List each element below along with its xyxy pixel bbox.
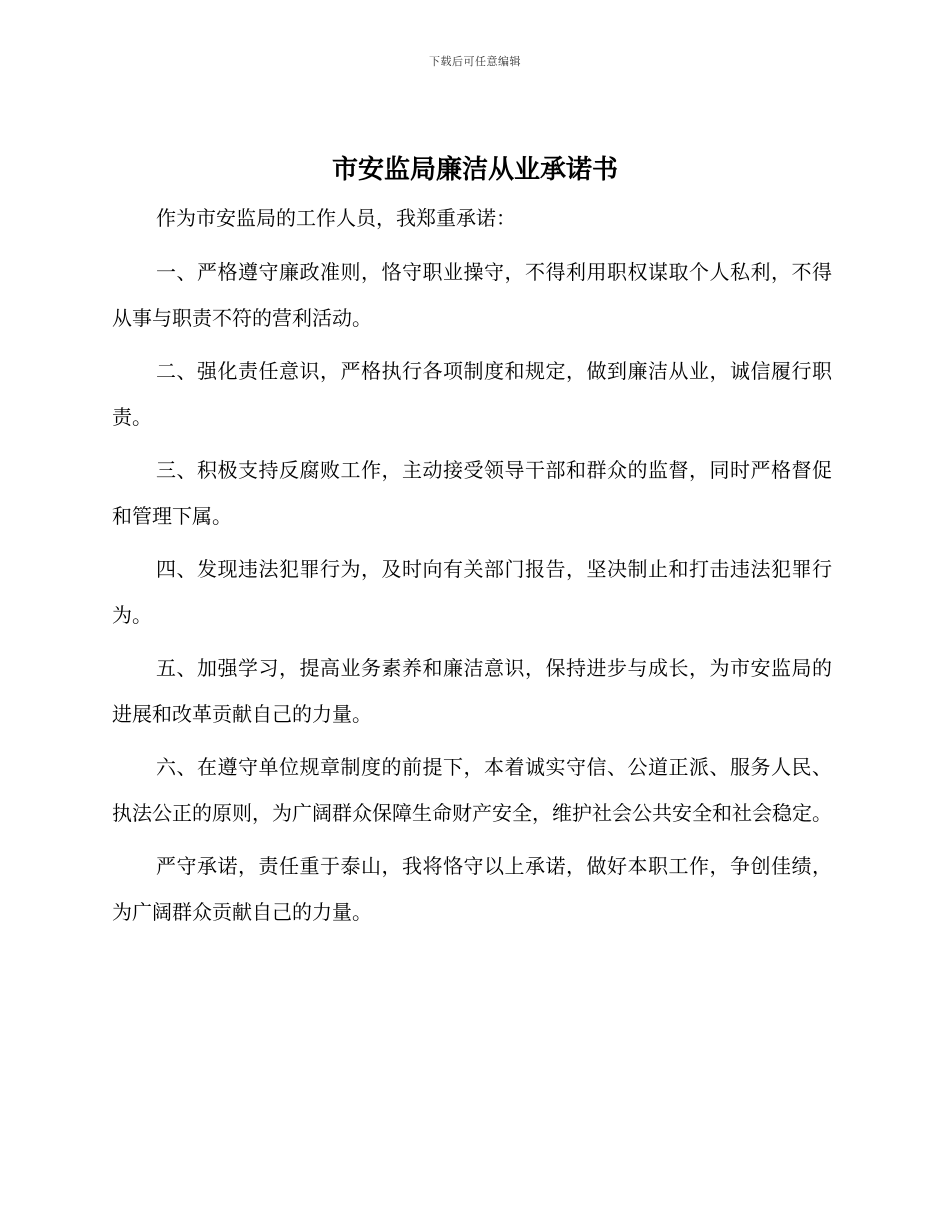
- pledge-paragraph-4: 四、发现违法犯罪行为，及时向有关部门报告，坚决制止和打击违法犯罪行为。: [112, 557, 832, 627]
- intro-paragraph: 作为市安监局的工作人员，我郑重承诺：: [156, 206, 516, 230]
- header-note: 下载后可任意编辑: [429, 55, 521, 68]
- pledge-paragraph-1: 一、严格遵守廉政准则，恪守职业操守，不得利用职权谋取个人私利，不得从事与职责不符的营利活动。: [112, 260, 832, 330]
- pledge-paragraph-3: 三、积极支持反腐败工作，主动接受领导干部和群众的监督，同时严格督促和管理下属。: [112, 458, 832, 528]
- pledge-paragraph-6: 六、在遵守单位规章制度的前提下，本着诚实守信、公道正派、服务人民、执法公正的原则，为广阔群众保障生命财产安全，维护社会公共安全和社会稳定。: [112, 755, 832, 825]
- pledge-paragraph-5: 五、加强学习，提高业务素养和廉洁意识，保持进步与成长，为市安监局的进展和改革贡献自己的力量。: [112, 656, 832, 726]
- document-title: 市安监局廉洁从业承诺书: [331, 155, 618, 185]
- pledge-paragraph-2: 二、强化责任意识，严格执行各项制度和规定，做到廉洁从业，诚信履行职责。: [112, 359, 832, 429]
- document-body: [112, 195, 832, 942]
- closing-paragraph: 严守承诺，责任重于泰山，我将恪守以上承诺，做好本职工作，争创佳绩，为广阔群众贡献自己的力量。: [112, 854, 832, 924]
